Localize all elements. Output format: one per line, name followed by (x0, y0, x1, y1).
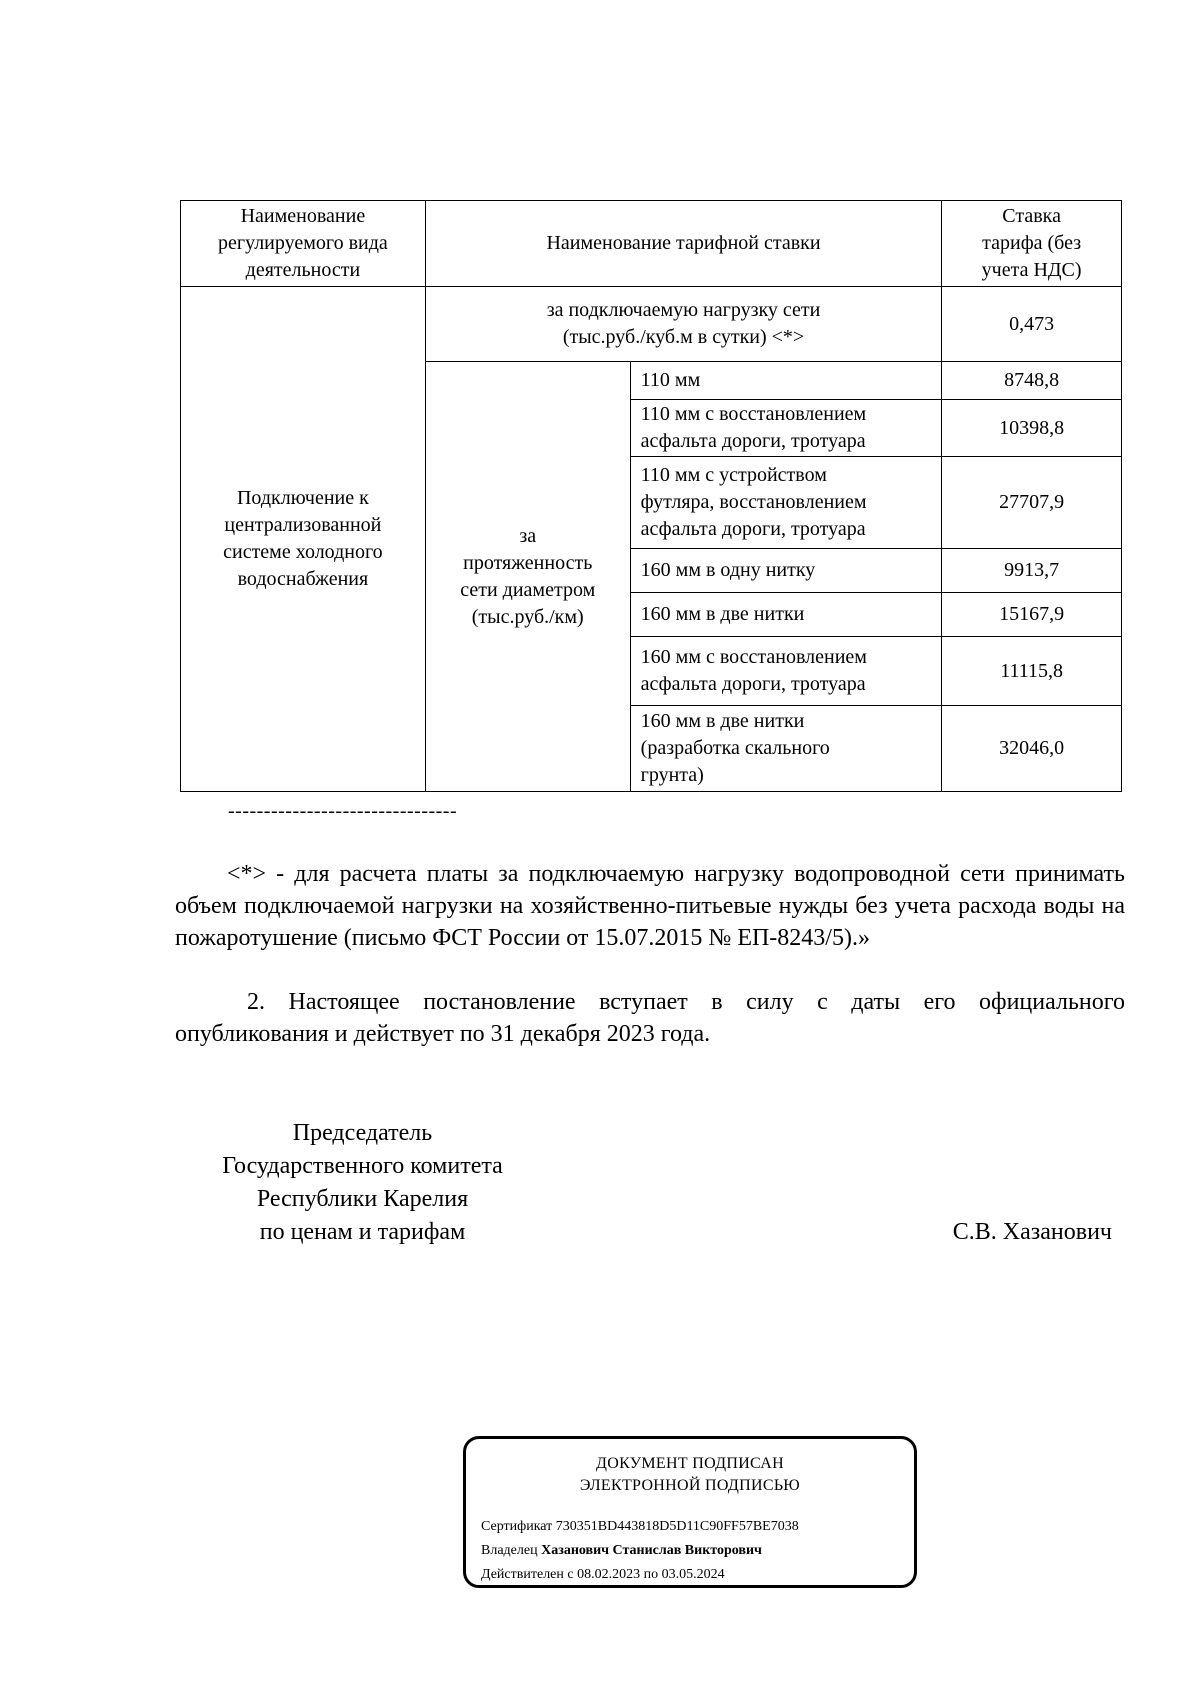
row-value: 27707,9 (942, 457, 1122, 549)
stamp-title: ДОКУМЕНТ ПОДПИСАН ЭЛЕКТРОННОЙ ПОДПИСЬЮ (579, 1455, 801, 1494)
length-label-cell: за протяженность сети диаметром (тыс.руб./км) (425, 362, 630, 792)
row-label: 110 мм с устройством футляра, восстановлением асфальта дороги, тротуара (630, 457, 942, 549)
row-value: 9913,7 (942, 549, 1122, 593)
electronic-signature-stamp (463, 1436, 917, 1588)
row-value: 11115,8 (942, 637, 1122, 706)
table-header-row (181, 201, 1122, 287)
row-label: 110 мм с восстановлением асфальта дороги, тротуара (630, 400, 942, 457)
clause-2-text: 2. Настоящее постановление вступает в силу с даты его официального опубликования и действует по 31 декабря 2023 года. (175, 989, 1125, 1047)
row-value: 8748,8 (942, 362, 1122, 400)
row-label: 160 мм в одну нитку (630, 549, 942, 593)
stamp-validity-line: Действителен с 08.02.2023 по 03.05.2024 (481, 1567, 725, 1582)
row-label: 160 мм с восстановлением асфальта дороги, тротуара (630, 637, 942, 706)
stamp-owner-line: Владелец Хазанович Станислав Викторович (481, 1543, 762, 1558)
footnote-text: <*> - для расчета платы за подключаемую нагрузку водопроводной сети принимать объем подключаемой нагрузки на хозяйственно-питьевые нужды без учета расхода воды на пожаротушение (письмо ФСТ России от 15.07.2015 № ЕП-8243/5).» (175, 861, 1125, 951)
row-value: 32046,0 (942, 706, 1122, 792)
signatory-name: С.В. Хазанович (952, 1219, 1112, 1245)
table-row (181, 287, 1122, 362)
row-value: 10398,8 (942, 400, 1122, 457)
row-label: 160 мм в две нитки (разработка скального грунта) (630, 706, 942, 792)
load-rate-label: за подключаемую нагрузку сети (тыс.руб./куб.м в сутки) <*> (425, 287, 941, 362)
signatory-position: Председатель Государственного комитета Республики Карелия по ценам и тарифам (222, 1120, 503, 1245)
activity-cell: Подключение к централизованной системе холодного водоснабжения (181, 287, 426, 792)
header-rate-value: Ставка тарифа (без учета НДС) (942, 201, 1122, 287)
stamp-details (481, 1515, 799, 1587)
footnote-separator: -------------------------------- (228, 800, 458, 822)
row-label: 160 мм в две нитки (630, 593, 942, 637)
tariff-table (180, 200, 1122, 792)
header-activity: Наименование регулируемого вида деятельности (181, 201, 426, 287)
header-rate-name: Наименование тарифной ставки (425, 201, 941, 287)
stamp-certificate-line: Сертификат 730351BD443818D5D11C90FF57BE7038 (481, 1519, 799, 1534)
load-rate-value: 0,473 (942, 287, 1122, 362)
row-value: 15167,9 (942, 593, 1122, 637)
row-label: 110 мм (630, 362, 942, 400)
